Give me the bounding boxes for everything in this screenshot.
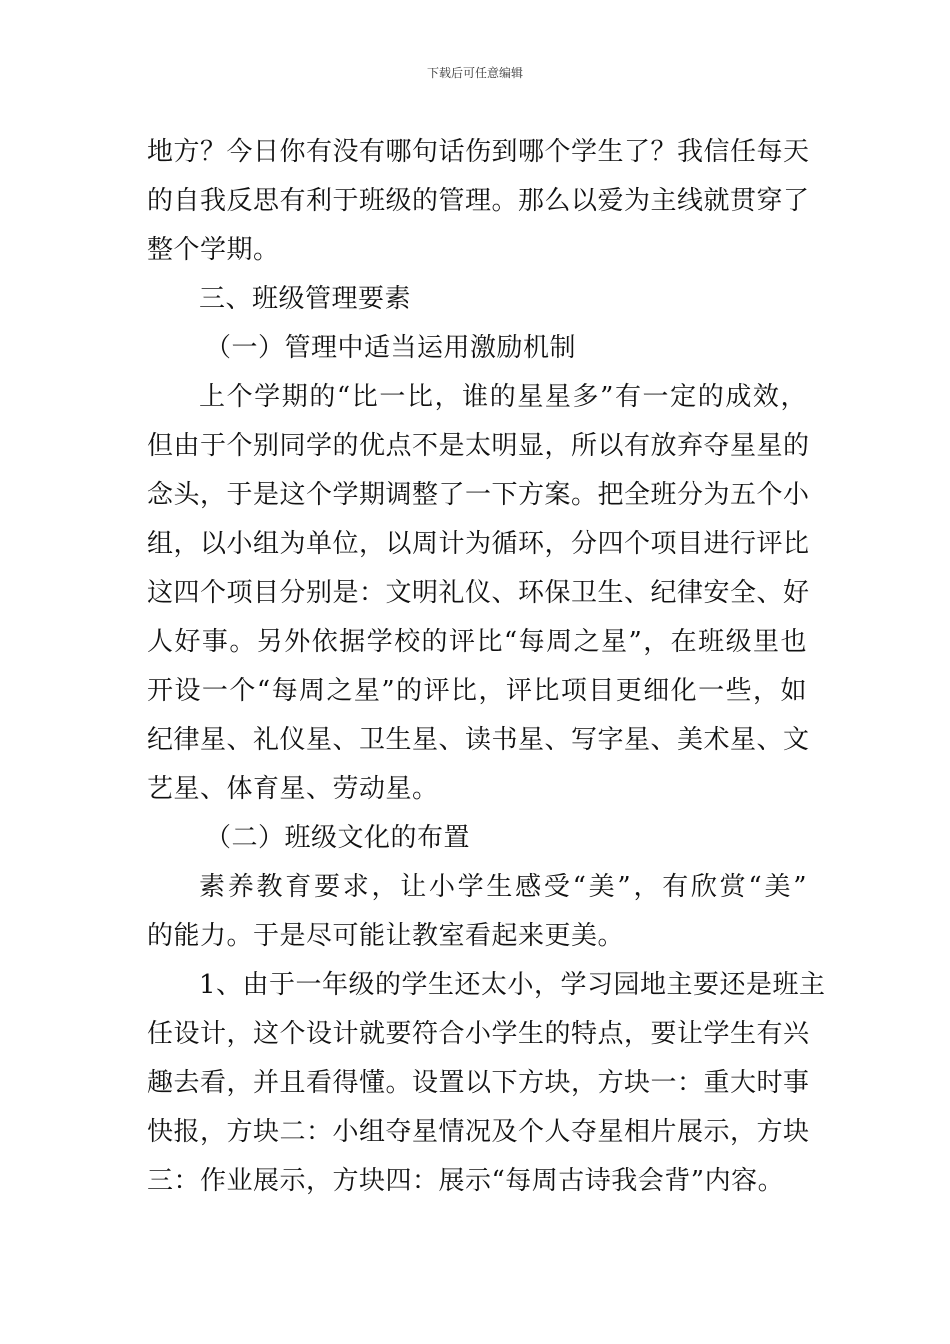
text-line: 的自我反思有利于班级的管理。那么以爱为主线就贯穿了 bbox=[147, 186, 810, 216]
text-line: 趣去看，并且看得懂。设置以下方块，方块一：重大时事 bbox=[147, 1068, 810, 1098]
text-line: 的能力。于是尽可能让教室看起来更美。 bbox=[147, 921, 625, 951]
text-line: 这四个项目分别是：文明礼仪、环保卫生、纪律安全、好 bbox=[147, 578, 810, 608]
text-line: 三：作业展示，方块四：展示“每周古诗我会背”内容。 bbox=[147, 1166, 785, 1196]
text-line: 艺星、体育星、劳动星。 bbox=[147, 774, 439, 804]
text-line: 组，以小组为单位，以周计为循环，分四个项目进行评比 bbox=[147, 529, 810, 559]
subsection-heading: （二）班级文化的布置 bbox=[205, 823, 471, 853]
page-header: 下载后可任意编辑 bbox=[426, 66, 523, 80]
text-line: 快报，方块二：小组夺星情况及个人夺星相片展示，方块 bbox=[147, 1117, 810, 1147]
text-line: 纪律星、礼仪星、卫生星、读书星、写字星、美术星、文 bbox=[147, 725, 810, 755]
text-line: 地方？今日你有没有哪句话伤到哪个学生了？我信任每天 bbox=[147, 137, 810, 167]
section-heading: 三、班级管理要素 bbox=[199, 284, 412, 314]
text-line: 开设一个“每周之星”的评比，评比项目更细化一些，如 bbox=[147, 676, 807, 706]
subsection-heading: （一）管理中适当运用激励机制 bbox=[205, 333, 577, 363]
text-line: 念头，于是这个学期调整了一下方案。把全班分为五个小 bbox=[147, 480, 810, 510]
document-body bbox=[147, 128, 826, 1206]
text-line: 任设计，这个设计就要符合小学生的特点，要让学生有兴 bbox=[147, 1019, 810, 1049]
text-line: 人好事。另外依据学校的评比“每周之星”，在班级里也 bbox=[147, 627, 807, 657]
text-line: 但由于个别同学的优点不是太明显，所以有放弃夺星星的 bbox=[147, 431, 810, 461]
text-line: 素养教育要求，让小学生感受“美”，有欣赏“美” bbox=[199, 872, 807, 902]
text-line: 整个学期。 bbox=[147, 235, 280, 265]
text-line: 1、由于一年级的学生还太小，学习园地主要还是班主 bbox=[199, 970, 826, 1000]
text-line: 上个学期的“比一比，谁的星星多”有一定的成效， bbox=[199, 382, 807, 412]
